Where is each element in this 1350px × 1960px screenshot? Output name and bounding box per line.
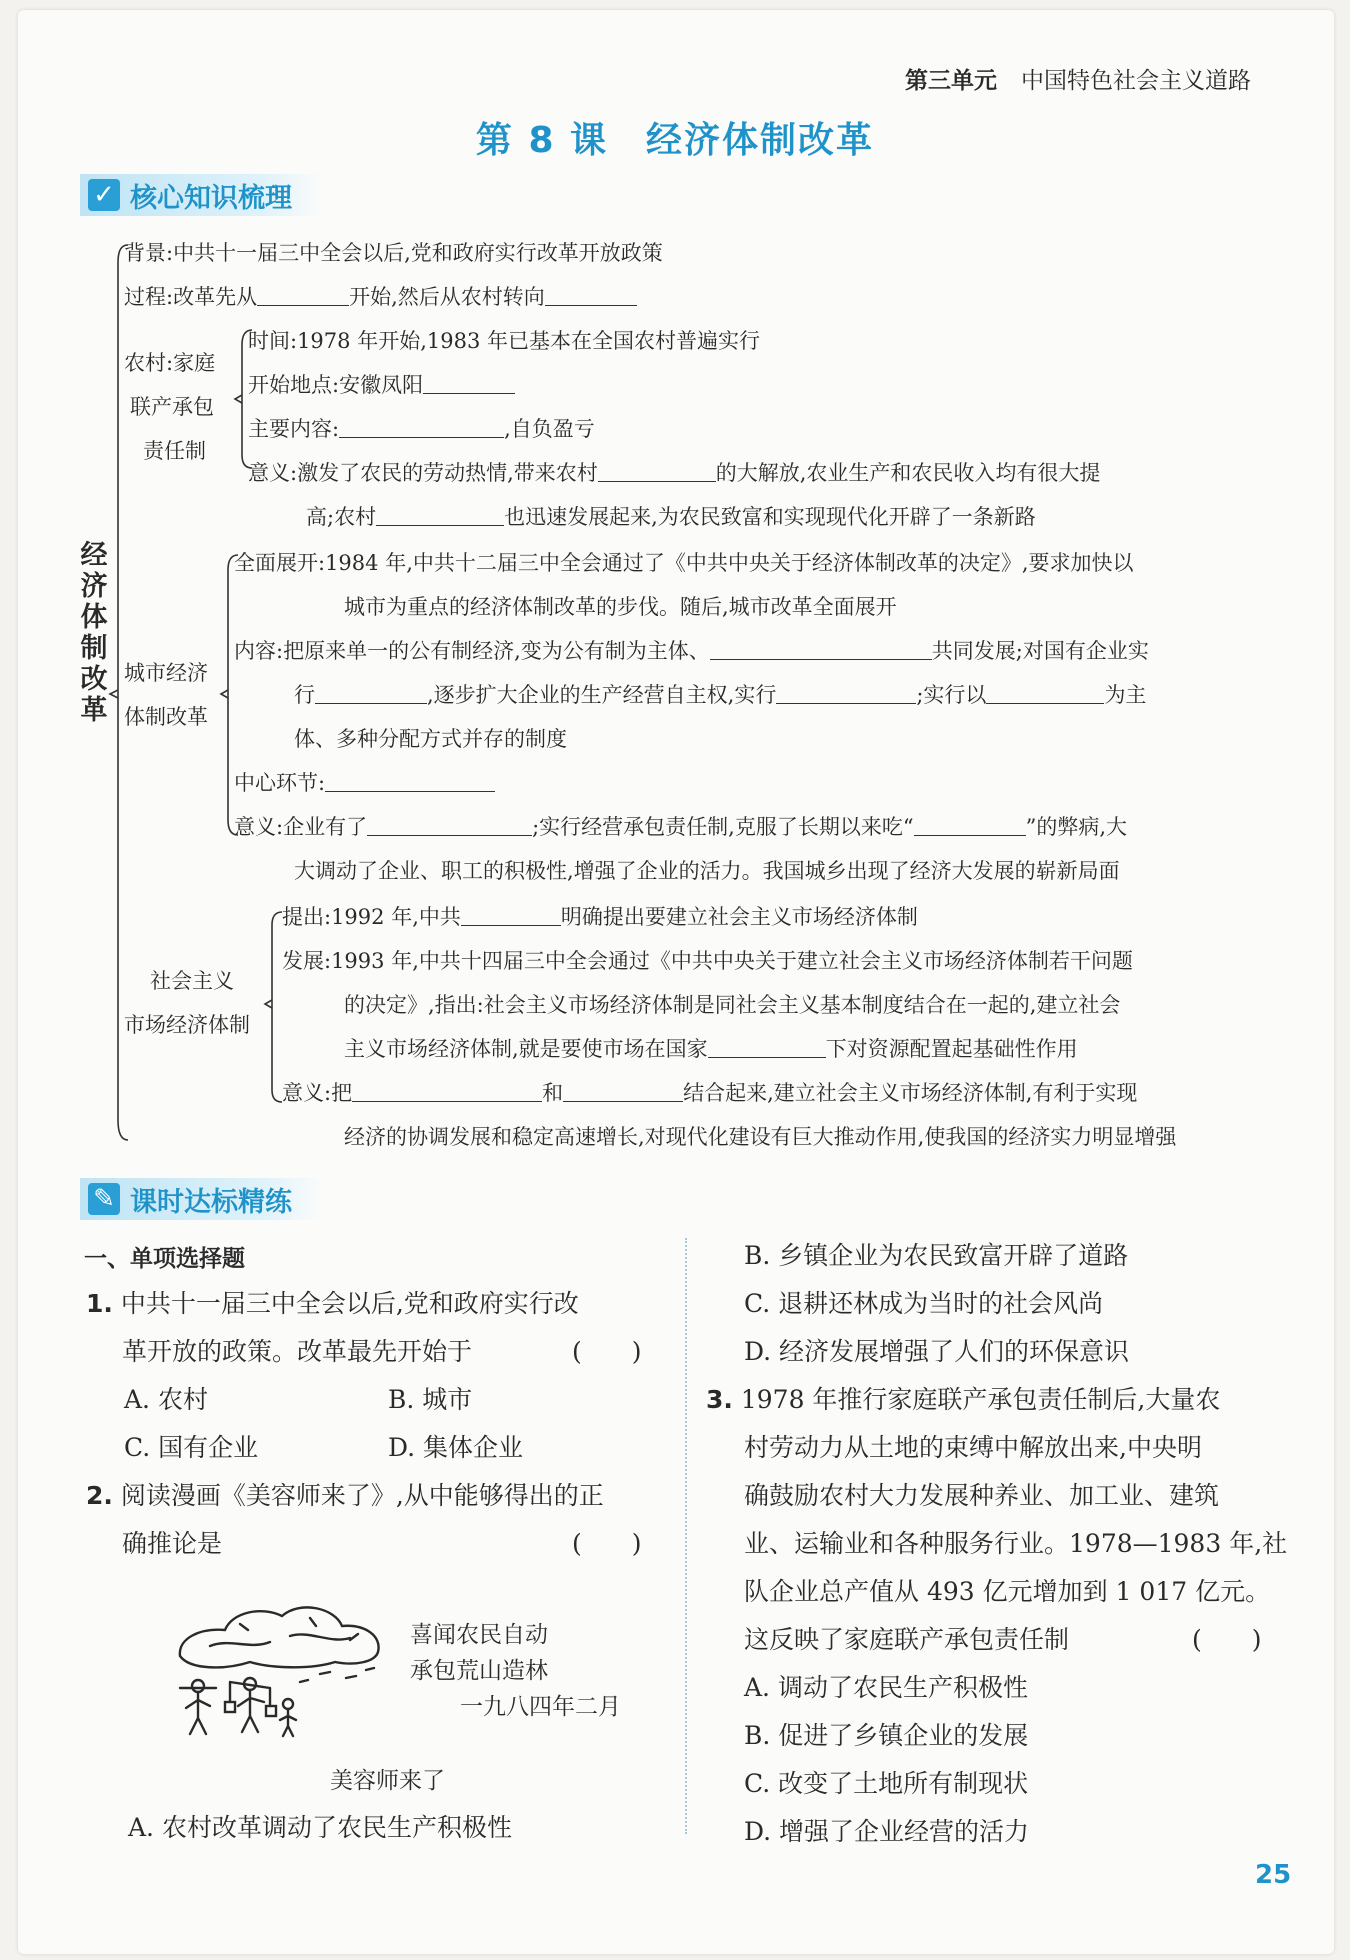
q2-text: 2. 阅读漫画《美容师来了》,从中能够得出的正 (86, 1481, 604, 1510)
q1-option-d[interactable]: D. 集体企业 (388, 1433, 524, 1462)
q3-text-4: 业、运输业和各种服务行业。1978—1983 年,社 (744, 1529, 1288, 1558)
q3-text-3: 确鼓励农村大力发展种养业、加工业、建筑 (744, 1481, 1220, 1510)
q2-answer-paren[interactable]: ( ) (572, 1529, 642, 1558)
cartoon-text-2: 承包荒山造林 (410, 1658, 548, 1684)
cartoon-image (170, 1578, 400, 1748)
mm-market-proposal: 提出:1992 年,中共 明确提出要建立社会主义市场经济体制 (282, 905, 918, 929)
q3-text: 3. 1978 年推行家庭联产承包责任制后,大量农 (706, 1385, 1221, 1414)
q2-text-2: 确推论是 (122, 1529, 223, 1558)
q1-text-2: 革开放的政策。改革最先开始于 (122, 1337, 473, 1366)
mindmap-root: 经济体制改革 (80, 540, 108, 726)
mm-rural-label2: 联产承包 (130, 395, 214, 419)
cartoon-caption: 美容师来了 (330, 1768, 445, 1794)
q3-option-a[interactable]: A. 调动了农民生产积极性 (744, 1673, 1028, 1702)
q2-option-b[interactable]: B. 乡镇企业为农民致富开辟了道路 (744, 1241, 1129, 1270)
market-bracket (272, 912, 282, 1102)
page-number: 25 (1255, 1860, 1292, 1890)
q2-option-c[interactable]: C. 退耕还林成为当时的社会风尚 (744, 1289, 1104, 1318)
lesson-name: 经济体制改革 (646, 120, 875, 161)
mm-market-significance-2: 经济的协调发展和稳定高速增长,对现代化建设有巨大推动作用,使我国的经济实力明显增强 (344, 1125, 1177, 1149)
mm-rural-content: 主要内容: ,自负盈亏 (248, 417, 595, 441)
section-title: 核心知识梳理 (130, 182, 292, 214)
q2-option-d[interactable]: D. 经济发展增强了人们的环保意识 (744, 1337, 1130, 1366)
mm-urban-center: 中心环节: (234, 770, 495, 796)
mm-urban-content: 内容:把原来单一的公有制经济,变为公有制为主体、 共同发展;对国有企业实 (234, 639, 1149, 663)
mm-urban-significance: 意义:企业有了 ;实行经营承包责任制,克服了长期以来吃“ ”的弊病,大 (234, 815, 1127, 839)
mm-market-development-3: 主义市场经济体制,就是要使市场在国家 下对资源配置起基础性作用 (344, 1037, 1078, 1061)
mm-urban-full-2: 城市为重点的经济体制改革的步伐。随后,城市改革全面展开 (344, 595, 897, 619)
q2-option-a[interactable]: A. 农村改革调动了农民生产积极性 (128, 1813, 512, 1842)
cartoon-date: 一九八四年二月 (460, 1694, 621, 1720)
q1-option-c[interactable]: C. 国有企业 (124, 1433, 259, 1462)
q3-text-2: 村劳动力从土地的束缚中解放出来,中央明 (744, 1433, 1202, 1462)
q3-option-b[interactable]: B. 促进了乡镇企业的发展 (744, 1721, 1029, 1750)
q1-option-b[interactable]: B. 城市 (388, 1385, 473, 1414)
q3-option-d[interactable]: D. 增强了企业经营的活力 (744, 1817, 1030, 1846)
mm-rural-significance-2: 高;农村 也迅速发展起来,为农民致富和实现现代化开辟了一条新路 (306, 505, 1036, 529)
mm-market-label2: 市场经济体制 (124, 1013, 250, 1037)
section-heading-practice (80, 1178, 322, 1220)
mm-urban-significance-2: 大调动了企业、职工的积极性,增强了企业的活力。我国城乡出现了经济大发展的崭新局面 (294, 859, 1120, 883)
mm-market-development-2: 的决定》,指出:社会主义市场经济体制是同社会主义基本制度结合在一起的,建立社会 (344, 993, 1121, 1017)
q2-number: 2. (86, 1481, 113, 1510)
q1-answer-paren[interactable]: ( ) (572, 1337, 642, 1366)
mm-market-label1: 社会主义 (150, 969, 234, 993)
mm-urban-content-2: 行 ,逐步扩大企业的生产经营自主权,实行 ;实行以 为主 (294, 683, 1147, 707)
mm-rural-label3: 责任制 (143, 439, 206, 463)
mm-market-significance: 意义:把 和 结合起来,建立社会主义市场经济体制,有利于实现 (282, 1081, 1138, 1105)
mm-rural-time: 时间:1978 年开始,1983 年已基本在全国农村普遍实行 (248, 329, 760, 353)
q3-text-6: 这反映了家庭联产承包责任制 (744, 1625, 1070, 1654)
mm-rural-start: 开始地点:安徽凤阳 (248, 372, 515, 398)
mm-urban-full: 全面展开:1984 年,中共十二届三中全会通过了《中共中央关于经济体制改革的决定》,要求加快以 (234, 551, 1134, 575)
cartoon-text-1: 喜闻农民自动 (410, 1622, 548, 1648)
q3-answer-paren[interactable]: ( ) (1192, 1625, 1262, 1654)
mm-market-development: 发展:1993 年,中共十四届三中全会通过《中共中央关于建立社会主义市场经济体制若干问题 (282, 949, 1133, 973)
unit-number: 第三单元 (905, 68, 997, 94)
q3-number: 3. (706, 1385, 733, 1414)
mm-rural-label1: 农村:家庭 (124, 351, 216, 375)
q1-text: 1. 中共十一届三中全会以后,党和政府实行改 (86, 1289, 579, 1318)
unit-title: 中国特色社会主义道路 (1021, 68, 1251, 94)
q3-text-5: 队企业总产值从 493 亿元增加到 1 017 亿元。 (744, 1577, 1271, 1606)
mm-rural-significance: 意义:激发了农民的劳动热情,带来农村 的大解放,农业生产和农民收入均有很大提 (248, 461, 1101, 485)
check-icon: ✓ (88, 179, 120, 211)
q1-number: 1. (86, 1289, 113, 1318)
mm-background: 背景:中共十一届三中全会以后,党和政府实行改革开放政策 (124, 241, 663, 265)
mm-urban-content-3: 体、多种分配方式并存的制度 (294, 727, 567, 751)
mm-urban-label1: 城市经济 (124, 661, 208, 685)
column-divider (685, 1238, 687, 1834)
q1-option-a[interactable]: A. 农村 (124, 1385, 208, 1414)
lesson-number: 第 8 课 (475, 120, 609, 161)
q3-option-c[interactable]: C. 改变了土地所有制现状 (744, 1769, 1029, 1798)
pencil-icon: ✎ (88, 1183, 120, 1215)
mm-process: 过程:改革先从 开始,然后从农村转向 (124, 284, 637, 310)
main-bracket (118, 245, 128, 1140)
question-type-heading: 一、单项选择题 (84, 1246, 245, 1272)
section-title-2: 课时达标精练 (130, 1186, 292, 1218)
mm-urban-label2: 体制改革 (124, 705, 208, 729)
